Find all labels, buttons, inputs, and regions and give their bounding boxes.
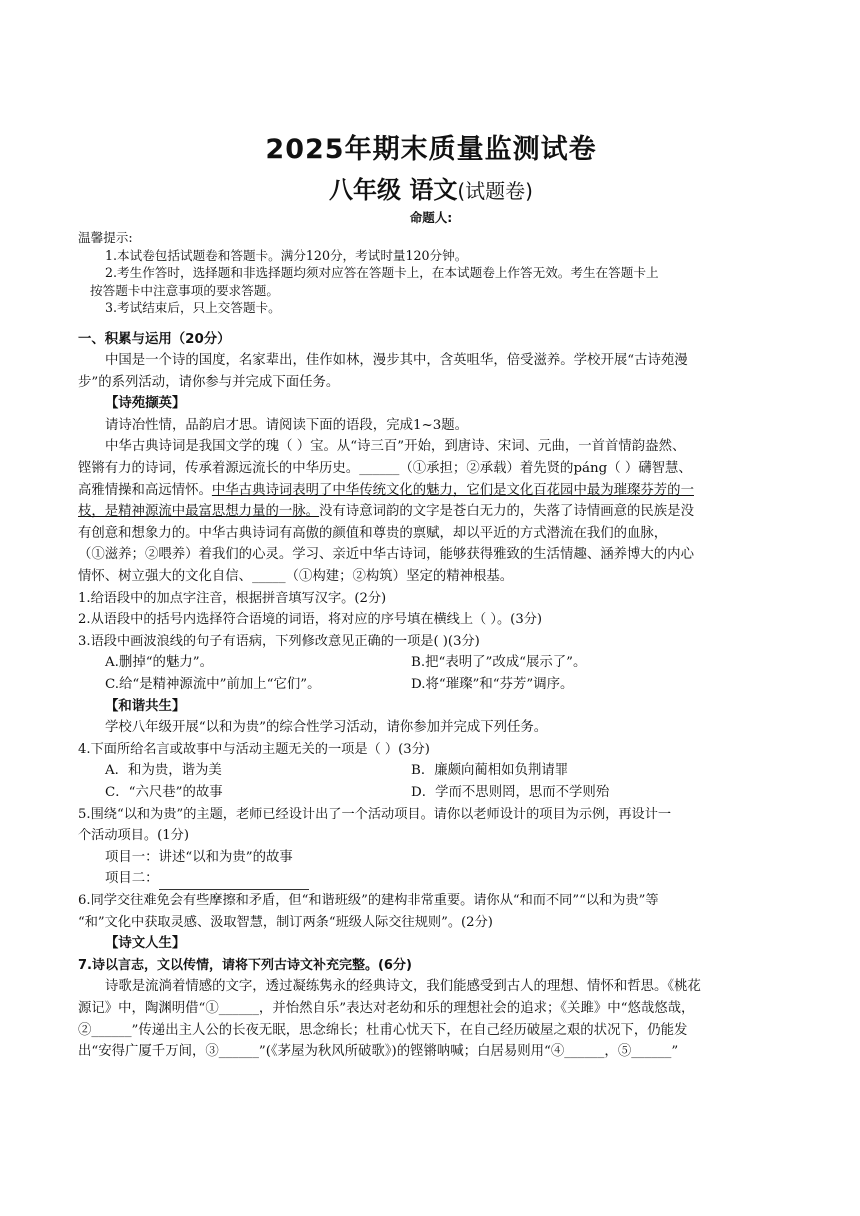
- question-7: 7.诗以言志，文以传情，请将下列古诗文补充完整。(6分): [78, 957, 412, 973]
- answer-blank[interactable]: [159, 875, 309, 890]
- subsection-tag: 【诗苑撷英】: [105, 396, 186, 412]
- lead-line: 学校八年级开展“以和为贵”的综合性学习活动，请你参加并完成下列任务。: [105, 720, 548, 736]
- passage-segment: 没有诗意词韵的文字是苍白无力的，失落了诗情画意的民族是没: [319, 504, 694, 520]
- question-3: 3.语段中画波浪线的句子有语病，下列修改意见正确的一项是( )(3分): [78, 633, 480, 649]
- exam-subtitle: [78, 172, 784, 208]
- question-5: 5.围绕“以和为贵”的主题，老师已经设计出了一个活动项目。请你以老师设计的项目为示例，再设计一: [78, 806, 672, 822]
- tips-label: 温馨提示:: [78, 230, 133, 245]
- intro-line: 中国是一个诗的国度，名家辈出，佳作如林，漫步其中，含英咀华，倍受滋养。学校开展“古诗苑漫: [105, 353, 688, 369]
- passage-line: [78, 480, 784, 502]
- wavy-sentence: 中华古典诗词表明了中华传统文化的魅力，它们是文化百花园中最为璀璨芬芳的一: [211, 482, 694, 498]
- intro-line: 步”的系列活动，请你参与并完成下面任务。: [78, 374, 340, 390]
- question-2: 2.从语段中的括号内选择符合语境的词语，将对应的序号填在横线上（ ）。(3分): [78, 612, 543, 628]
- section-title: 一、积累与运用（20分）: [78, 331, 231, 347]
- lead-line: 请诗冶性情，品韵启才思。请阅读下面的语段，完成1~3题。: [105, 417, 469, 433]
- option-a: A.删掉“的魅力”。: [105, 655, 213, 671]
- project-1: 项目一：讲述“以和为贵”的故事: [105, 849, 293, 865]
- project-2-label: 项目二：: [105, 871, 159, 887]
- question-5-cont: 个活动项目。(1分): [78, 828, 189, 844]
- tip-item: 1.本试卷包括试题卷和答题卡。满分120分，考试时量120分钟。: [105, 247, 468, 263]
- passage-line: （①滋养；②喂养）着我们的心灵。学习、亲近中华古诗词，能够获得雅致的生活情趣、涵养博大的内心: [78, 547, 694, 563]
- passage-segment: 高雅情操和高远情怀。: [78, 482, 212, 498]
- exam-page: [78, 128, 784, 1063]
- tip-item: 2.考生作答时，选择题和非选择题均须对应答在答题卡上，在本试题卷上作答无效。考生在答题卡上: [105, 265, 659, 280]
- options-row: [78, 760, 784, 782]
- passage-line: [78, 501, 784, 523]
- q7-text-line: 源记》中，陶渊明借“①______，并怡然自乐”表达对老幼和乐的理想社会的追求；《关雎》中“悠哉悠哉，: [78, 1000, 695, 1016]
- option-c: C．“六尺巷”的故事: [105, 784, 223, 800]
- question-6-cont: “和”文化中获取灵感、汲取智慧，制订两条“班级人际交往规则”。(2分): [78, 914, 493, 930]
- grade-subject: 八年级 语文: [329, 176, 458, 204]
- options-row: [78, 674, 784, 696]
- option-b: B．廉颇向蔺相如负荆请罪: [411, 763, 569, 779]
- q7-text-line: 出“安得广厦千万间，③______”(《茅屋为秋风所破歌》)的铿锵呐喊；白居易则用“④______，⑤______”: [78, 1044, 679, 1060]
- paper-type: (试题卷): [457, 179, 533, 203]
- passage-line: 中华古典诗词是我国文学的瑰（ ）宝。从“诗三百”开始，到唐诗、宋词、元曲，一首首情韵盎然、: [105, 439, 686, 455]
- option-d: D.将“璀璨”和“芬芳”调序。: [411, 677, 574, 692]
- subsection-tag: 【和谐共生】: [105, 698, 186, 714]
- tips-block: [78, 229, 784, 317]
- q7-text-line: 诗歌是流淌着情感的文字，透过凝练隽永的经典诗文，我们能感受到古人的理想、情怀和哲思。《桃花: [105, 979, 701, 995]
- option-d: D．学而不思则罔，思而不学则殆: [411, 784, 610, 800]
- options-row: [78, 782, 784, 804]
- wavy-sentence: 枝，是精神源流中最富思想力量的一脉。: [78, 504, 320, 520]
- option-b: B.把“表明了”改成“展示了”。: [411, 655, 587, 671]
- option-a: A．和为贵，谐为美: [105, 763, 222, 779]
- exam-title: 2025年期末质量监测试卷: [265, 134, 597, 165]
- subsection-tag: 【诗文人生】: [105, 936, 186, 952]
- question-6: 6.同学交往难免会有些摩擦和矛盾，但“和谐班级”的建构非常重要。请你从“和而不同”“以和为贵”等: [78, 892, 659, 908]
- options-row: [78, 652, 784, 674]
- question-1: 1.给语段中的加点字注音，根据拼音填写汉字。(2分): [78, 590, 387, 606]
- option-c: C.给“是精神源流中”前加上“它们”。: [105, 677, 321, 692]
- author-label: 命题人:: [409, 210, 453, 225]
- project-2: [78, 868, 784, 890]
- passage-line: 有创意和想象力的。中华古典诗词有高傲的颜值和尊贵的禀赋，却以平近的方式潜流在我们的血脉，: [78, 525, 668, 541]
- q7-text-line: ②______”传递出主人公的长夜无眠，思念绵长；杜甫心忧天下，在自己经历破屋之艰的状况下，仍能发: [78, 1022, 688, 1038]
- passage-line: 情怀、树立强大的文化自信、_____（①构建；②构筑）坚定的精神根基。: [78, 569, 514, 585]
- tip-item: 按答题卡中注意事项的要求答题。: [90, 282, 279, 298]
- question-4: 4.下面所给名言或故事中与活动主题无关的一项是（ ）(3分): [78, 741, 430, 757]
- passage-line: 铿锵有力的诗词，传承着源远流长的中华历史。______（①承担；②承载）着先贤的páng（ ）礴智慧、: [78, 461, 692, 477]
- tip-item: 3.考试结束后，只上交答题卡。: [105, 300, 281, 315]
